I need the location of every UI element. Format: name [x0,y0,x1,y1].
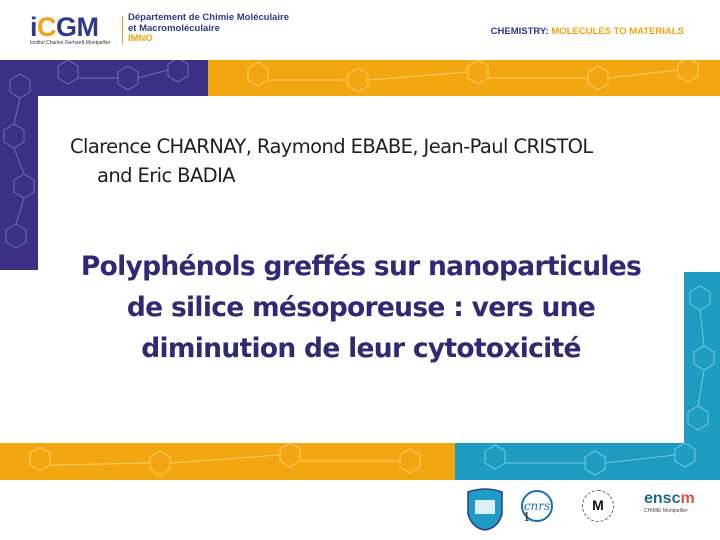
slide-title [48,246,674,369]
dept-line-3: IMNO [128,33,153,44]
enscm-subtitle: CHIMIE Montpellier [644,508,688,514]
cnrs-label: cnrs [523,499,551,513]
page-number: 1 [523,510,531,524]
title-line-2: de silice mésoporeuse : vers une [126,292,596,323]
dept-line-1: Département de Chimie Moléculaire [128,12,290,23]
header-tagline [491,26,684,37]
header-divider [122,16,123,44]
tagline-accent: MOLECULES TO MATERIALS [551,26,684,37]
um-label: M [592,497,604,513]
decorative-band-right-teal [684,272,720,443]
logo-letters-gm: GM [56,12,99,42]
molecule-pattern-icon [684,272,720,443]
logo-letter-c: C [37,12,57,42]
logo-letter-i: i [30,12,38,42]
decorative-band-top-orange [208,60,720,96]
molecule-pattern-icon [208,60,720,96]
enscm-prefix: ensc [644,490,681,507]
decorative-band-top-blue [38,60,208,96]
molecule-pattern-icon [0,443,455,480]
pole-shield-icon [462,488,508,532]
um-logo [582,490,614,522]
tagline-prefix: CHEMISTRY: [490,26,549,37]
decorative-band-left [0,60,38,270]
authors-line-2: and Eric BADIA [97,164,235,187]
enscm-logo [644,490,698,526]
molecule-pattern-icon [0,60,38,270]
authors-line-1: Clarence CHARNAY, Raymond EBABE, Jean-Paul CRISTOL [70,135,593,158]
icgm-logo [30,14,125,48]
logo-subtitle: Institut Charles Gerhardt Montpellier [30,40,111,46]
decorative-band-bottom-orange [0,443,455,480]
department-name [128,13,289,45]
header [0,0,720,60]
title-line-3: diminution de leur cytotoxicité [141,333,581,364]
pole-logo [462,488,508,532]
molecule-pattern-icon [455,443,720,480]
enscm-m: m [680,490,695,507]
authors [70,132,670,190]
decorative-band-bottom-teal [455,443,720,480]
molecule-pattern-icon [38,60,208,96]
dept-line-2: et Macromoléculaire [128,22,220,34]
title-line-1: Polyphénols greffés sur nanoparticules [80,251,642,282]
